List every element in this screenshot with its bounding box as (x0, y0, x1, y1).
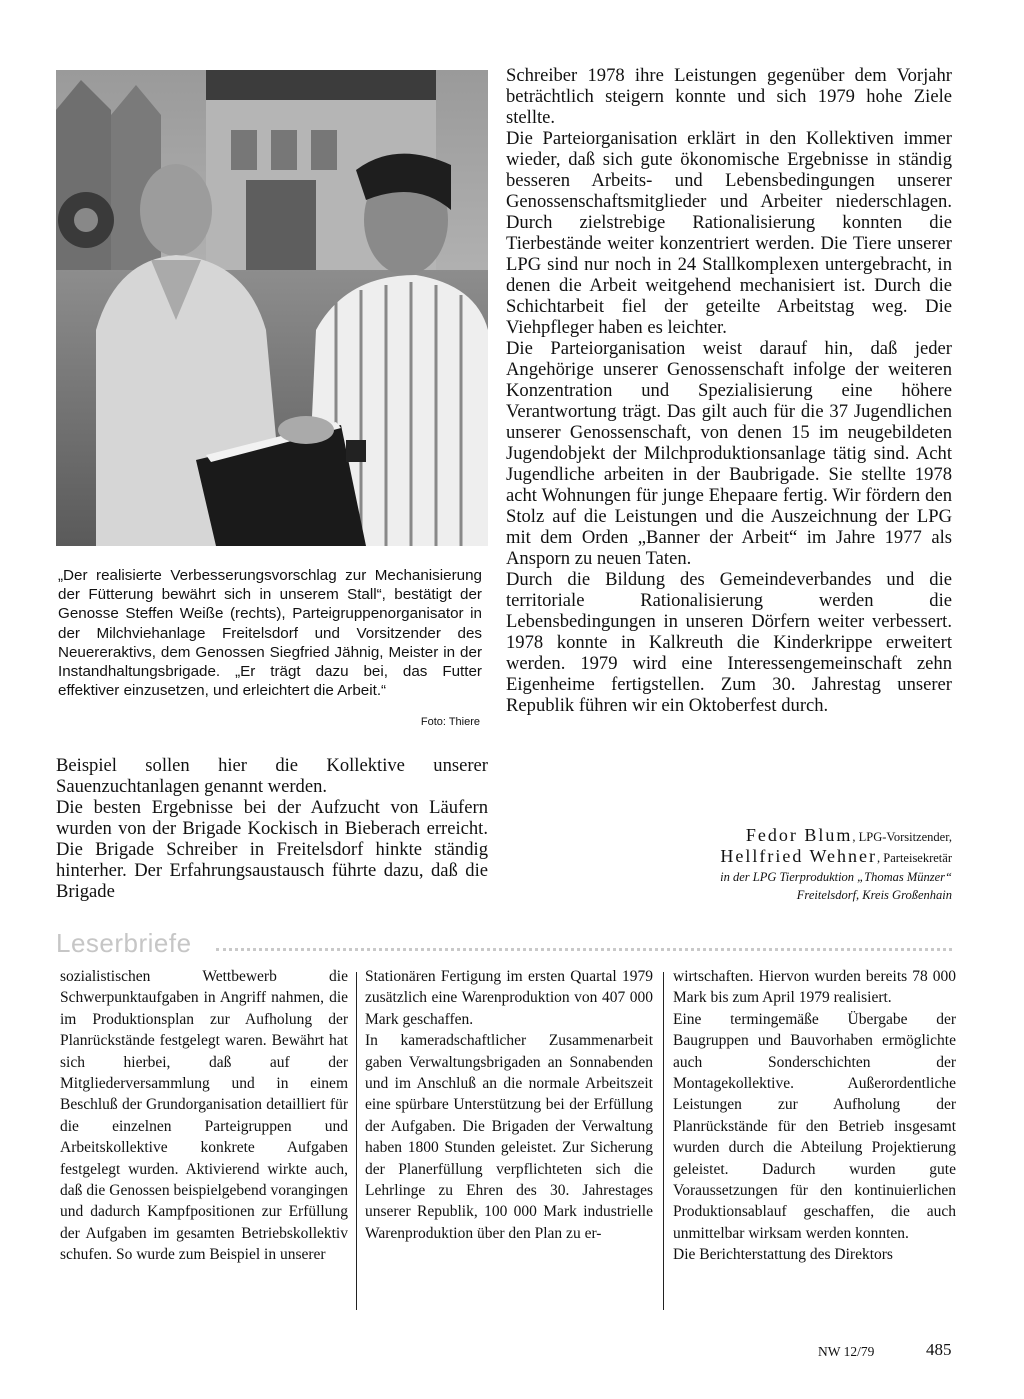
letter-column-1 (60, 966, 348, 1266)
paragraph: wirtschaften. Hiervon wurden bereits 78 000 Mark bis zum April 1979 realisiert. (673, 968, 956, 1007)
section-rubric (56, 928, 952, 958)
column-divider (663, 972, 664, 1310)
paragraph: Die Parteiorganisation weist darauf hin, daß jeder Angehörige unserer Genossenschaft infolge der weiteren Konzentration und Spezialisierung eine höhere Verantwortung trägt. Das gilt auch für die 37 Jugendlichen unserer Genossenschaft, von denen 15 im neugebildeten Jugendobjekt der Milchproduktionsanlage tätig sind. Acht Jugendliche arbeiten in der Baubrigade. Sie stellte 1978 acht Wohnungen für junge Ehepaare fertig. Wir fördern den Stolz auf die Leistungen und die Auszeichnung der LPG mit dem Orden „Banner der Arbeit“ im Jahre 1977 als Ansporn zu neuen Taten. (506, 338, 952, 569)
author-name-2: Hellfried Wehner (720, 846, 878, 866)
paragraph: Eine termingemäße Übergabe der Baugruppen und Bauvorhaben ermöglichte auch Sonderschichten der Montagekollektive. Außerordentliche Leistungen zur Aufholung der Planrückstände für den Betrieb insgesamt wurden durch die Abteilung Projektierung geleistet. Dadurch wurden gute Voraussetzungen für den kontinuierlichen Produktionsablauf geschaffen, die auch unmittelbar wirksam werden konnten. (673, 1010, 956, 1242)
paragraph: sozialistischen Wettbewerb die Schwerpunktaufgaben in Angriff nahmen, die im Produktionsplan zur Aufholung der Planrückstände festgelegt waren. Bewährt hat sich hierbei, daß auf der Mitgliederversammlung und in einem Beschluß der Grundorganisation detailliert für die einzelnen Parteigruppen und Arbeitskollektive konkrete Aufgaben festgelegt wurden. Aktivierend wirkte auch, daß die Genossen beispielgebend vorangingen und dadurch Kampfpositionen zur Erfüllung der Aufgaben im gesamten Betriebskollektiv schufen. So wurde zum Beispiel in unserer (60, 968, 348, 1264)
author-place: Freitelsdorf, Kreis Großenhain (796, 888, 952, 902)
paragraph: Die besten Ergebnisse bei der Aufzucht von Läufern wurden von der Brigade Kockisch in Bieberach erreicht. Die Brigade Schreiber in Freitelsdorf hinkte ständig hinterher. Der Erfahrungsaustausch führte dazu, daß die Brigade (56, 797, 488, 902)
author-organization: in der LPG Tierproduktion „Thomas Münzer“ (720, 870, 952, 884)
page-number: 485 (926, 1340, 952, 1359)
photo-image (56, 70, 488, 546)
paragraph: Die Parteiorganisation erklärt in den Kollektiven immer wieder, daß sich gute ökonomische Ergebnisse in ständig besseren Arbeits- und Lebensbedingungen unserer Genossenschaftsmitglieder und Arbeiter niederschlagen. Durch zielstrebige Rationalisierung konnten die Tierbestände weiter konzentriert werden. Die Tiere unserer LPG sind nur noch in 24 Stallkomplexen untergebracht, in denen die Arbeit weitgehend mechanisiert ist. Durch die Schichtarbeit fiel der geteilte Arbeitstag weg. Die Viehpfleger haben es leichter. (506, 128, 952, 338)
caption-text: „Der realisierte Verbesserungsvorschlag zur Mechanisierung der Fütterung bewährt sich in unserem Stall“, bestätigt der Genosse Steffen Weiße (rechts), Parteigruppenorganisator in der Milchviehanlage Freitelsdorf und Vorsitzender des Neuereraktivs, dem Genossen Siegfried Jähnig, Meister in der Instandhaltungsbrigade. „Er trägt dazu bei, das Futter effektiver einzusetzen, und erleichtert die Arbeit.“ (58, 567, 482, 700)
letter-column-2 (365, 966, 653, 1244)
rubric-label: Leserbriefe (56, 928, 192, 958)
photo-two-men (56, 70, 488, 546)
author-signature (606, 826, 952, 904)
journal-issue: NW 12/79 (818, 1344, 875, 1359)
signature-line-2 (606, 847, 952, 868)
author-role-2: , Parteisekretär (877, 851, 952, 865)
right-column-text (506, 65, 952, 716)
paragraph: Stationären Fertigung im ersten Quartal 1979 zusätzlich eine Warenproduktion von 407 000 Mark geschaffen. (365, 968, 653, 1028)
photo-credit: Foto: Thiere (420, 716, 480, 728)
rubric-dotted-rule (216, 948, 952, 951)
paragraph: Beispiel sollen hier die Kollektive unserer Sauenzuchtanlagen genannt werden. (56, 755, 488, 797)
left-column-text (56, 755, 488, 902)
letter-column-3 (673, 966, 956, 1266)
paragraph: Schreiber 1978 ihre Leistungen gegenüber dem Vorjahr beträchtlich steigern konnte und sich 1979 hohe Ziele stellte. (506, 65, 952, 128)
photo-caption (58, 566, 482, 700)
paragraph: Die Berichterstattung des Direktors (673, 1246, 893, 1264)
author-role-1: , LPG-Vorsitzender, (852, 830, 952, 844)
paragraph: Durch die Bildung des Gemeindeverbandes und die territoriale Rationalisierung werden die Lebensbedingungen in unseren Dörfern weiter verbessert. 1978 konnte in Kalkreuth die Kinderkrippe erweitert werden. 1979 wird eine Interessengemeinschaft zehn Eigenheime fertigstellen. Zum 30. Jahrestag unserer Republik führen wir ein Oktoberfest durch. (506, 569, 952, 716)
column-divider (356, 972, 357, 1310)
signature-line-1 (606, 826, 952, 847)
author-name-1: Fedor Blum (745, 825, 853, 845)
paragraph: In kameradschaftlicher Zusammenarbeit gaben Verwaltungsbrigaden an Sonnabenden und im Anschluß an die normale Arbeitszeit eine spürbare Unterstützung bei der Erfüllung der Aufgaben. Die Brigaden der Verwaltung haben 1800 Stunden geleistet. Zur Sicherung der Planerfüllung verpflichteten sich die Lehrlinge zu Ehren des 30. Jahrestages unserer Republik, 100 000 Mark industrielle Warenproduktion über den Plan zu er- (365, 1032, 653, 1242)
